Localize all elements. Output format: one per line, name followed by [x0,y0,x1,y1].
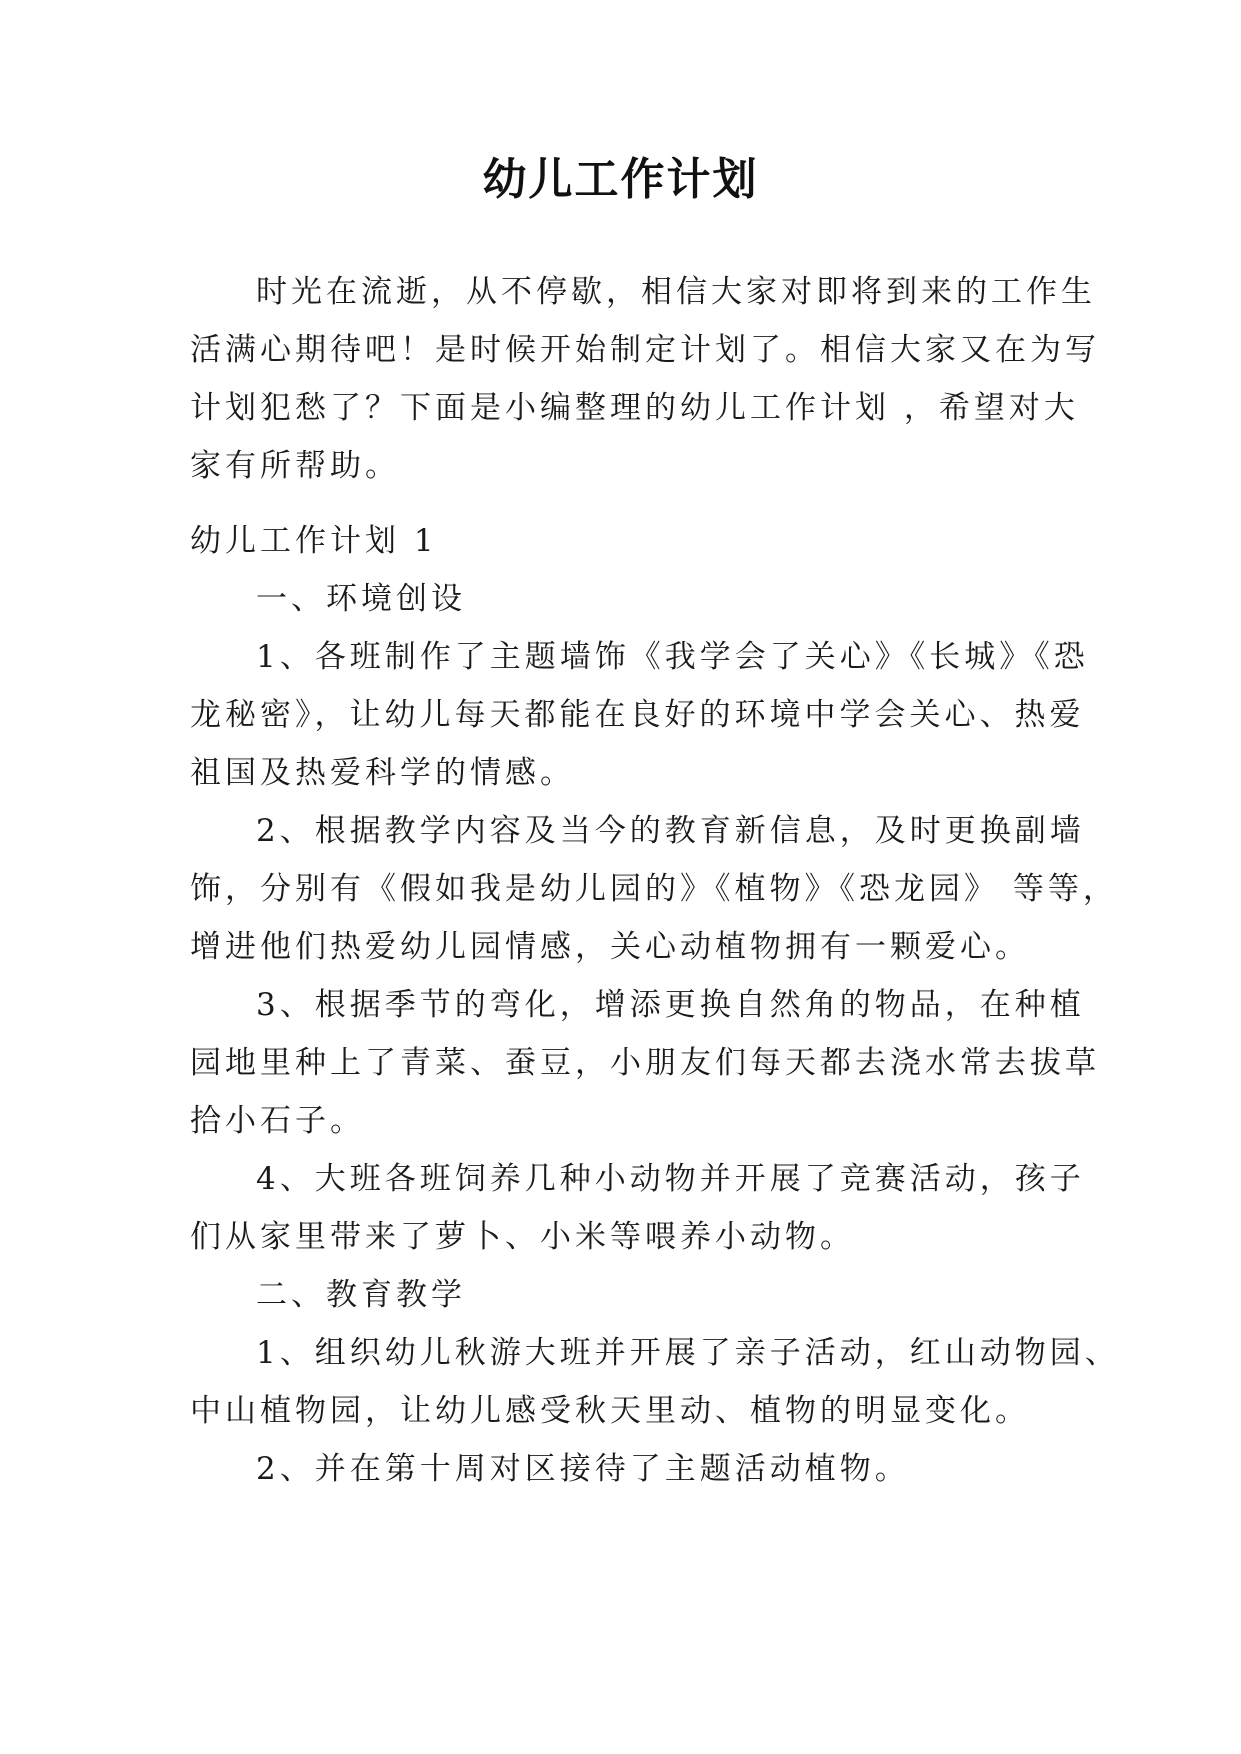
paragraph-item-2-2 [190,1440,1050,1498]
paragraph-line: 们从家里带来了萝卜、小米等喂养小动物。 [190,1219,855,1255]
paragraph-line: 增进他们热爱幼儿园情感，关心动植物拥有一颗爱心。 [190,929,1030,965]
paragraph-line: 2、并在第十周对区接待了主题活动植物。 [256,1451,910,1487]
intro-line: 时光在流逝，从不停歇，相信大家对即将到来的工作生 [256,274,1096,310]
paragraph-line: 1、组织幼儿秋游大班并开展了亲子活动，红山动物园、 [256,1335,1120,1371]
paragraph-line: 中山植物园，让幼儿感受秋天里动、植物的明显变化。 [190,1393,1030,1429]
paragraph-item-1-2 [190,802,1118,976]
document-title: 幼儿工作计划 [482,154,759,205]
part-heading-environment: 一、环境创设 [256,581,466,617]
paragraph-line: 4、大班各班饲养几种小动物并开展了竞赛活动，孩子 [256,1161,1085,1197]
paragraph-line: 3、根据季节的弯化，增添更换自然角的物品，在种植 [256,987,1085,1023]
paragraph-line: 饰，分别有《假如我是幼儿园的》《植物》《恐龙园》 等等， [190,871,1118,907]
intro-paragraph [190,263,1100,495]
section-title: 幼儿工作计划 1 [190,523,438,559]
paragraph-line: 2、根据教学内容及当今的教育新信息，及时更换副墙 [256,813,1085,849]
paragraph-item-1-1 [190,628,1089,802]
paragraph-item-1-3 [190,976,1100,1150]
paragraph-line: 祖国及热爱科学的情感。 [190,755,575,791]
paragraph-line: 龙秘密》，让幼儿每天都能在良好的环境中学会关心、热爱 [190,697,1085,733]
paragraph-line: 1、各班制作了主题墙饰《我学会了关心》《长城》《恐 [256,639,1089,675]
paragraph-line: 园地里种上了青菜、蚕豆，小朋友们每天都去浇水常去拔草 [190,1045,1100,1081]
intro-line: 活满心期待吧！是时候开始制定计划了。相信大家又在为写 [190,332,1100,368]
paragraph-item-2-1 [190,1324,1120,1440]
intro-line: 家有所帮助。 [190,448,400,484]
paragraph-item-1-4 [190,1150,1085,1266]
paragraph-line: 拾小石子。 [190,1103,365,1139]
intro-line: 计划犯愁了？下面是小编整理的幼儿工作计划 ，希望对大 [190,390,1079,426]
part-heading-education: 二、教育教学 [256,1277,466,1313]
